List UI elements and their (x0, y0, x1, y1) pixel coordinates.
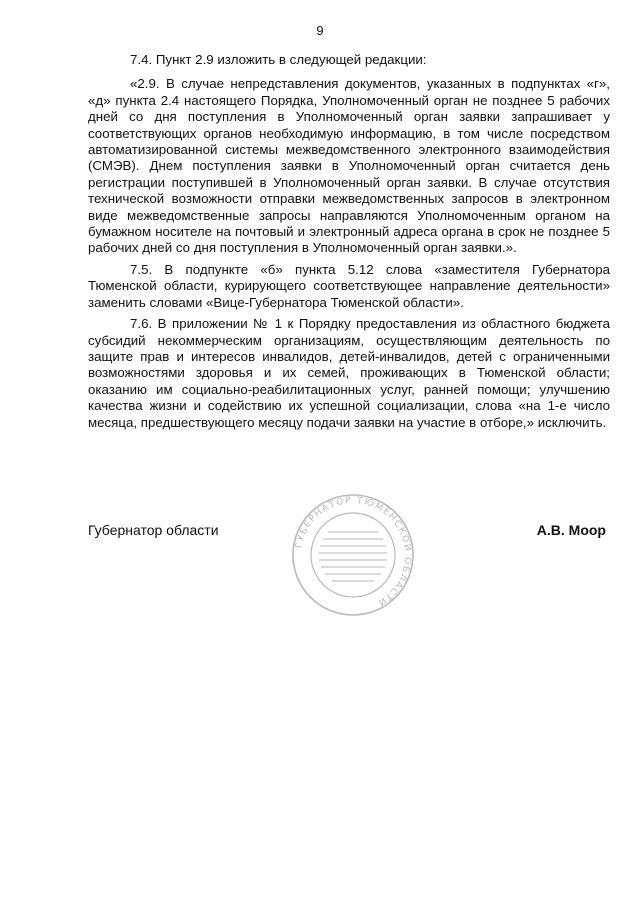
page-number: 9 (316, 23, 324, 38)
paragraph-7-5: 7.5. В подпункте «б» пункта 5.12 слова «заместителя Губернатора Тюменской области, курирующего соответствующее направление деятельности» заменить словами «Вице-Губернатора Тюменской области». (88, 261, 610, 310)
seal-ring-text: ГУБЕРНАТОР ТЮМЕНСКОЙ ОБЛАСТИ (294, 495, 413, 608)
signature-block (88, 495, 610, 622)
signatory-name: А.В. Моор (536, 522, 606, 538)
paragraph-2-9: «2.9. В случае непредставления документов, указанных в подпунктах «г», «д» пункта 2.4 настоящего Порядка, Уполномоченный орган не позднее 5 рабочих дней со дня поступления в Уполномоченный орган заявки запрашивает у соответствующих органов необходимую информацию, в том числе посредством автоматизированной системы межведомственного электронного взаимодействия (СМЭВ). Днем поступления заявки в Уполномоченный орган считается день регистрации поступившей в Уполномоченный орган заявки. В случае отсутствия технической возможности отправки межведомственных запросов в электронном виде межведомственные запросы направляются Уполномоченным органом на бумажном носителе на почтовый и электронный адреса органа в срок не позднее 5 рабочих дней со дня поступления в Уполномоченный орган заявки.». (88, 76, 610, 256)
paragraph-7-4: 7.4. Пункт 2.9 изложить в следующей редакции: (130, 52, 427, 67)
seal-center-lines (319, 532, 387, 581)
paragraph-7-6: 7.6. В приложении № 1 к Порядку предоставления из областного бюджета субсидий некоммерческим организациям, осуществляющим деятельность по защите прав и интересов инвалидов, детей-инвалидов, детей с ограниченными возможностями здоровья и их семей, проживающих в Тюменской области; оказанию им социально-реабилитационных услуг, ранней помощи; улучшению качества жизни и содействию их успешной социализации, слова «на 1-е число месяца, предшествующего месяцу подачи заявки на участие в отборе,» исключить. (88, 316, 610, 430)
document-body (88, 52, 610, 436)
seal-inner-ring (311, 513, 395, 597)
signatory-title: Губернатор области (88, 522, 219, 538)
official-seal (290, 492, 416, 618)
